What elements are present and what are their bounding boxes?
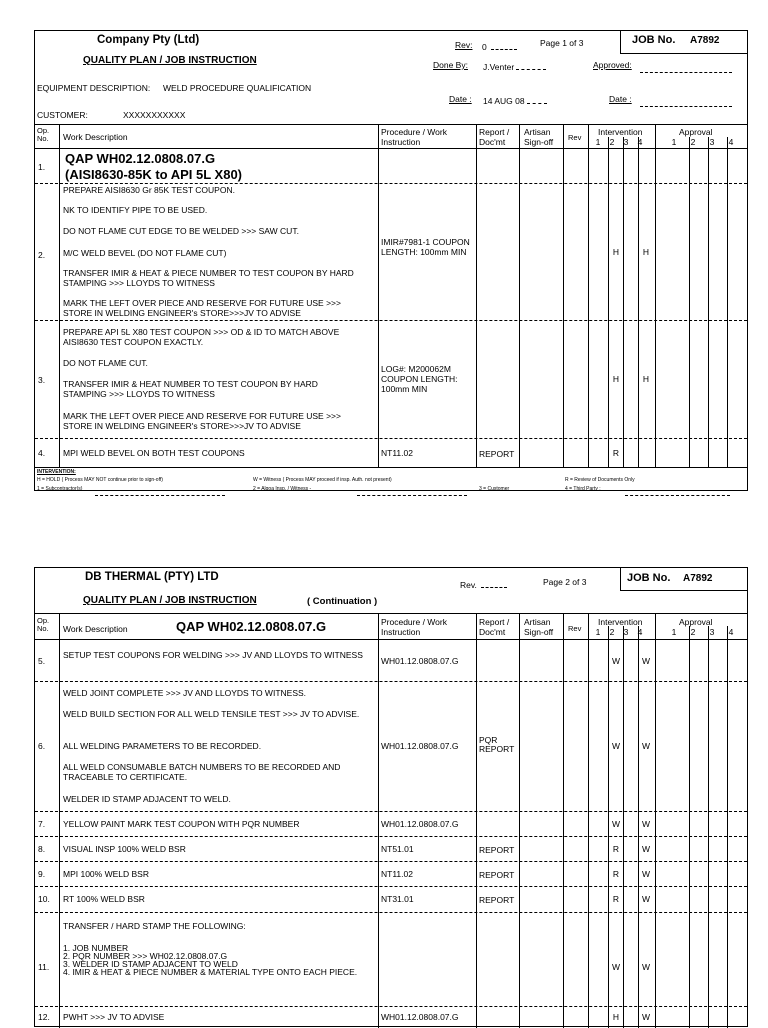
job-number-label: JOB No. (632, 34, 676, 46)
op-3-number: 3. (38, 375, 46, 385)
job-number-value: A7892 (683, 573, 713, 584)
op-12-procedure: WH01.12.0808.07.G (381, 1012, 459, 1022)
op-4-work: MPI WELD BEVEL ON BOTH TEST COUPONS (63, 448, 245, 458)
op-10-report: REPORT (479, 895, 515, 905)
op-7-number: 7. (38, 819, 46, 829)
approved-label: Approved: (593, 60, 632, 70)
op-11-intro: TRANSFER / HARD STAMP THE FOLLOWING: (63, 921, 246, 931)
legend-subcontractor: 1 = Subcontractor(s) (37, 486, 83, 492)
op-2-line: M/C WELD BEVEL (DO NOT FLAME CUT) (63, 248, 227, 258)
appr-col-1: 1 (671, 627, 677, 637)
op-8-report: REPORT (479, 845, 515, 855)
col-rev: Rev (568, 133, 582, 142)
op-3-line: TRANSFER IMIR & HEAT NUMBER TO TEST COUPON BY HARD STAMPING >>> LLOYDS TO WITNESS (63, 379, 318, 399)
op-8-procedure: NT51.01 (381, 844, 414, 854)
col-rev: Rev (568, 624, 582, 633)
op-2-int-4: H (642, 247, 650, 257)
col-artisan: Artisan Sign-off (524, 617, 554, 637)
op-6-int-4: W (641, 741, 651, 751)
col-procedure: Procedure / Work Instruction (381, 617, 447, 637)
col-intervention: Intervention (598, 617, 643, 627)
op-6-line: ALL WELDING PARAMETERS TO BE RECORDED. (63, 741, 262, 751)
qap-title-line1: QAP WH02.12.0808.07.G (65, 151, 216, 166)
op-4-procedure: NT11.02 (381, 448, 413, 458)
int-col-1: 1 (595, 627, 601, 637)
op-6-line: WELD JOINT COMPLETE >>> JV AND LLOYDS TO WITNESS. (63, 688, 307, 698)
legend-title: INTERVENTION: (37, 469, 76, 475)
op-8-number: 8. (38, 844, 46, 854)
op-6-int-2: W (611, 741, 621, 751)
op-11-number: 11. (38, 962, 50, 972)
op-3-int-4: H (642, 374, 650, 384)
op-7-int-2: W (611, 819, 621, 829)
op-8-int-2: R (612, 844, 620, 854)
op-3-int-2: H (612, 374, 620, 384)
done-by-value: J.Venter (483, 60, 546, 72)
rev-label: Rev: (455, 40, 473, 50)
op-3-line: MARK THE LEFT OVER PIECE AND RESERVE FOR FUTURE USE >>> STORE IN WELDING ENGINEER's STORE>>>JV TO ADVISE (63, 411, 341, 431)
int-col-2: 2 (609, 627, 615, 637)
op-11-item: 3. WELDER ID STAMP ADJACENT TO WELD (63, 959, 238, 969)
op-6-line: WELDER ID STAMP ADJACENT TO WELD. (63, 794, 231, 804)
int-col-4: 4 (637, 627, 643, 637)
op-5-int-2: W (611, 656, 621, 666)
op-2-line: NK TO IDENTIFY PIPE TO BE USED. (63, 205, 208, 215)
op-4-int-2: R (612, 448, 620, 458)
col-procedure: Procedure / Work Instruction (381, 127, 447, 147)
col-report: Report / Doc'mt (479, 127, 510, 147)
op-7-work: YELLOW PAINT MARK TEST COUPON WITH PQR NUMBER (63, 819, 300, 829)
equipment-value: WELD PROCEDURE QUALIFICATION (163, 83, 312, 93)
date-label: Date : (449, 94, 472, 104)
op-10-number: 10. (38, 894, 50, 904)
op-3-procedure: LOG#: M200062M COUPON LENGTH: 100mm MIN (381, 364, 458, 394)
op-10-procedure: NT31.01 (381, 894, 414, 904)
op-2-number: 2. (38, 250, 46, 260)
quality-plan-page-2 (34, 567, 748, 1027)
op-2-procedure: IMIR#7981-1 COUPON LENGTH: 100mm MIN (381, 237, 470, 257)
continuation-label: ( Continuation ) (307, 596, 378, 607)
op-11-int-4: W (641, 962, 651, 972)
col-op-no: Op. No. (37, 126, 50, 143)
appr-col-4: 4 (728, 137, 734, 147)
appr-col-3: 3 (709, 627, 715, 637)
appr-col-2: 2 (690, 137, 696, 147)
op-9-number: 9. (38, 869, 46, 879)
op-11-item: 4. IMIR & HEAT & PIECE NUMBER & MATERIAL TYPE ONTO EACH PIECE. (63, 967, 358, 977)
appr-col-3: 3 (709, 137, 715, 147)
op-7-procedure: WH01.12.0808.07.G (381, 819, 459, 829)
legend-witness: W = Witness ( Process MAY proceed if insp. Auth. not present) (253, 477, 392, 483)
form-title: QUALITY PLAN / JOB INSTRUCTION (83, 595, 257, 606)
rev-label: Rev. (460, 578, 507, 590)
op-10-work: RT 100% WELD BSR (63, 894, 145, 904)
qap-title: QAP WH02.12.0808.07.G (176, 619, 327, 634)
op-12-int-4: W (641, 1012, 651, 1022)
legend-review: R = Review of Documents Only (565, 477, 635, 483)
appr-col-4: 4 (728, 627, 734, 637)
op-5-work: SETUP TEST COUPONS FOR WELDING >>> JV AND LLOYDS TO WITNESS (63, 650, 363, 660)
op-2-line: TRANSFER IMIR & HEAT & PIECE NUMBER TO TEST COUPON BY HARD STAMPING >>> LLOYDS TO WITNESS (63, 268, 354, 288)
op-6-number: 6. (38, 741, 46, 751)
job-number-value: A7892 (690, 35, 720, 46)
appr-col-2: 2 (690, 627, 696, 637)
int-col-3: 3 (623, 627, 629, 637)
col-work-description: Work Description (63, 624, 128, 634)
op-6-line: ALL WELD CONSUMABLE BATCH NUMBERS TO BE RECORDED AND TRACEABLE TO CERTIFICATE. (63, 762, 341, 782)
op-9-report: REPORT (479, 870, 515, 880)
job-number-label: JOB No. (627, 572, 671, 584)
equipment-label: EQUIPMENT DESCRIPTION: (37, 83, 151, 93)
op-5-procedure: WH01.12.0808.07.G (381, 656, 459, 666)
op-2-line: PREPARE AISI8630 Gr 85K TEST COUPON. (63, 185, 235, 195)
col-approval: Approval (679, 127, 713, 137)
op-2-int-2: H (612, 247, 620, 257)
legend-third-party: 4 = Third Party : (565, 486, 601, 492)
qap-title-line2: (AISI8630-85K to API 5L X80) (65, 167, 243, 182)
op-10-int-2: R (612, 894, 620, 904)
op-2-line: MARK THE LEFT OVER PIECE AND RESERVE FOR FUTURE USE >>> STORE IN WELDING ENGINEER's STORE>>>JV TO ADVISE (63, 298, 341, 318)
col-report: Report / Doc'mt (479, 617, 510, 637)
legend-hold: H = HOLD ( Process MAY NOT continue prior to sign-off) (37, 477, 163, 483)
company-name: DB THERMAL (PTY) LTD (85, 571, 219, 583)
op-5-int-4: W (641, 656, 651, 666)
appr-col-1: 1 (671, 137, 677, 147)
col-work-description: Work Description (63, 132, 128, 142)
op-9-procedure: NT11.02 (381, 869, 413, 879)
op-9-work: MPI 100% WELD BSR (63, 869, 149, 879)
legend-algoa: 2 = Algoa Insp. / Witness - (253, 486, 312, 492)
col-approval: Approval (679, 617, 713, 627)
int-col-4: 4 (637, 137, 643, 147)
op-2-line: DO NOT FLAME CUT EDGE TO BE WELDED >>> SAW CUT. (63, 226, 299, 236)
op-9-int-4: W (641, 869, 651, 879)
op-8-work: VISUAL INSP 100% WELD BSR (63, 844, 186, 854)
op-4-number: 4. (38, 448, 46, 458)
page-number: Page 1 of 3 (540, 38, 584, 48)
op-4-report: REPORT (479, 449, 515, 459)
done-by-label: Done By: (433, 60, 468, 70)
form-title: QUALITY PLAN / JOB INSTRUCTION (83, 55, 257, 66)
op-9-int-2: R (612, 869, 620, 879)
col-op-no: Op. No. (37, 616, 50, 633)
customer-value: XXXXXXXXXXX (123, 110, 186, 120)
op-1-number: 1. (38, 162, 46, 172)
col-artisan: Artisan Sign-off (524, 127, 554, 147)
company-name: Company Pty (Ltd) (97, 34, 200, 46)
page-number: Page 2 of 3 (543, 577, 587, 587)
op-12-number: 12. (38, 1012, 50, 1022)
quality-plan-page-1 (34, 30, 748, 491)
op-12-work: PWHT >>> JV TO ADVISE (63, 1012, 165, 1022)
op-7-int-4: W (641, 819, 651, 829)
int-col-3: 3 (623, 137, 629, 147)
op-6-line: WELD BUILD SECTION FOR ALL WELD TENSILE TEST >>> JV TO ADVISE. (63, 709, 360, 719)
col-intervention: Intervention (598, 127, 643, 137)
legend-customer: 3 = Customer (479, 486, 510, 492)
op-12-int-2: H (612, 1012, 620, 1022)
op-11-item: 1. JOB NUMBER (63, 943, 129, 953)
op-6-report: PQR REPORT (479, 735, 515, 754)
rev-value: 0 (482, 40, 517, 52)
int-col-2: 2 (609, 137, 615, 147)
op-8-int-4: W (641, 844, 651, 854)
op-11-item: 2. PQR NUMBER >>> WH02.12.0808.07.G (63, 951, 228, 961)
int-col-1: 1 (595, 137, 601, 147)
customer-label: CUSTOMER: (37, 110, 88, 120)
op-3-line: DO NOT FLAME CUT. (63, 358, 148, 368)
date-value: 14 AUG 08 (483, 94, 547, 106)
op-11-int-2: W (611, 962, 621, 972)
op-3-line: PREPARE API 5L X80 TEST COUPON >>> OD & ID TO MATCH ABOVE AISI8630 TEST COUPON EXACTLY. (63, 327, 340, 347)
op-10-int-4: W (641, 894, 651, 904)
op-5-number: 5. (38, 656, 46, 666)
date2-label: Date : (609, 94, 632, 104)
op-6-procedure: WH01.12.0808.07.G (381, 741, 459, 751)
